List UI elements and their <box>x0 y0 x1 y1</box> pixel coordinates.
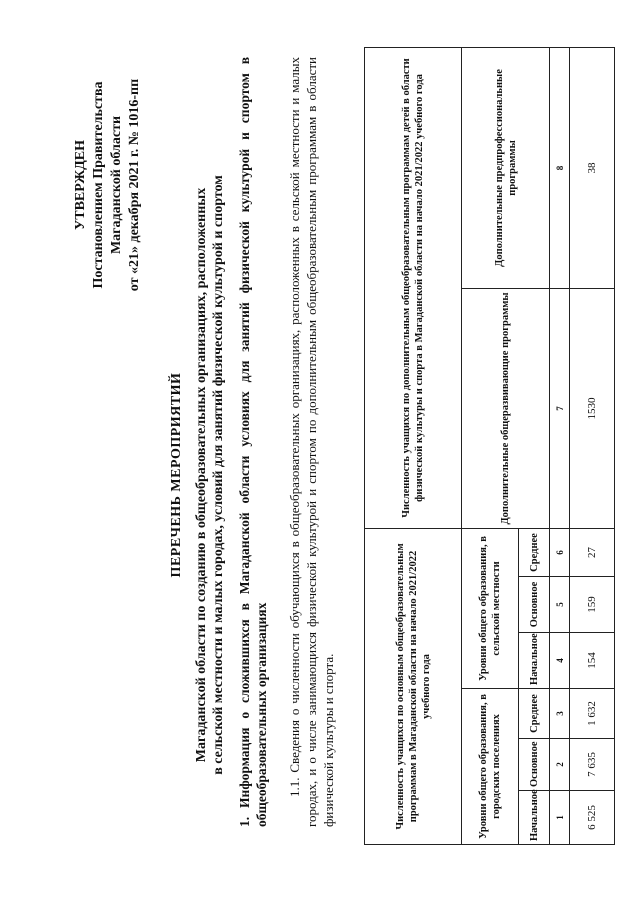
column-number: 2 <box>550 739 570 791</box>
approval-title: УТВЕРЖДЕН <box>73 139 88 231</box>
value-cell: 27 <box>570 528 615 576</box>
header-additional-education: Численность учащихся по дополнительным общеобразовательным программам детей в области физической культуры и спорта в Магаданской области на начало 2021/2022 учебного года <box>365 47 462 528</box>
value-cell: 1530 <box>570 288 615 528</box>
table-header-row-2 <box>462 47 519 844</box>
column-number: 1 <box>550 791 570 845</box>
column-number: 7 <box>550 288 570 528</box>
header-primary-rural: Начальное <box>519 633 550 689</box>
document-title-block <box>168 125 227 825</box>
table-column-numbers-row <box>550 47 570 844</box>
column-number: 5 <box>550 577 570 633</box>
approval-line-2: Магаданской области <box>109 115 124 255</box>
header-primary-urban: Начальное <box>519 791 550 845</box>
header-preprofessional-programs: Дополнительные предпрофессиональные программы <box>462 47 550 288</box>
value-cell: 159 <box>570 577 615 633</box>
header-general-development-programs: Дополнительные общеразвивающие программы <box>462 288 550 528</box>
table-values-row <box>570 47 615 844</box>
header-basic-rural: Основное <box>519 577 550 633</box>
section-heading: 1. Информация о сложившихся в Магаданской области условиях для занятий физической культурой и спортом в общеобразовательных организациях <box>237 57 269 827</box>
table-header-row-1 <box>365 47 462 844</box>
header-secondary-urban: Среднее <box>519 689 550 739</box>
column-number: 3 <box>550 689 570 739</box>
statistics-table <box>364 47 615 845</box>
column-number: 4 <box>550 633 570 689</box>
value-cell: 154 <box>570 633 615 689</box>
header-secondary-rural: Среднее <box>519 528 550 576</box>
header-urban-levels: Уровни общего образования, в городских поселениях <box>462 689 519 845</box>
header-main-education: Численность учащихся по основным общеобразовательным программам в Магаданской области на начало 2021/2022 учебного года <box>365 528 462 844</box>
value-cell: 1 632 <box>570 689 615 739</box>
header-basic-urban: Основное <box>519 739 550 791</box>
paragraph-1-1: 1.1. Сведения о численности обучающихся в общеобразовательных организациях, расположенных в сельской местности и малых городах, и о числе занимающихся физической культурой и спортом по дополнительным общеобразовательным программам в области физической культуры и спорта. <box>287 57 336 827</box>
value-cell: 7 635 <box>570 739 615 791</box>
approval-line-3: от «21» декабря 2021 г. № 1016-пп <box>127 78 142 292</box>
document-heading: ПЕРЕЧЕНЬ МЕРОПРИЯТИЙ <box>169 372 184 578</box>
document-subtitle-2: в сельской местности и малых городах, условий для занятий физической культурой и спортом <box>211 175 226 775</box>
header-rural-levels: Уровни общего образования, в сельской местности <box>462 528 519 688</box>
column-number: 6 <box>550 528 570 576</box>
column-number: 8 <box>550 47 570 288</box>
approval-line-1: Постановлением Правительства <box>91 81 106 289</box>
value-cell: 38 <box>570 47 615 288</box>
value-cell: 6 525 <box>570 791 615 845</box>
approval-stamp <box>72 55 144 315</box>
document-subtitle-1: Магаданской области по созданию в общеобразовательных организациях, расположенных <box>194 187 209 763</box>
